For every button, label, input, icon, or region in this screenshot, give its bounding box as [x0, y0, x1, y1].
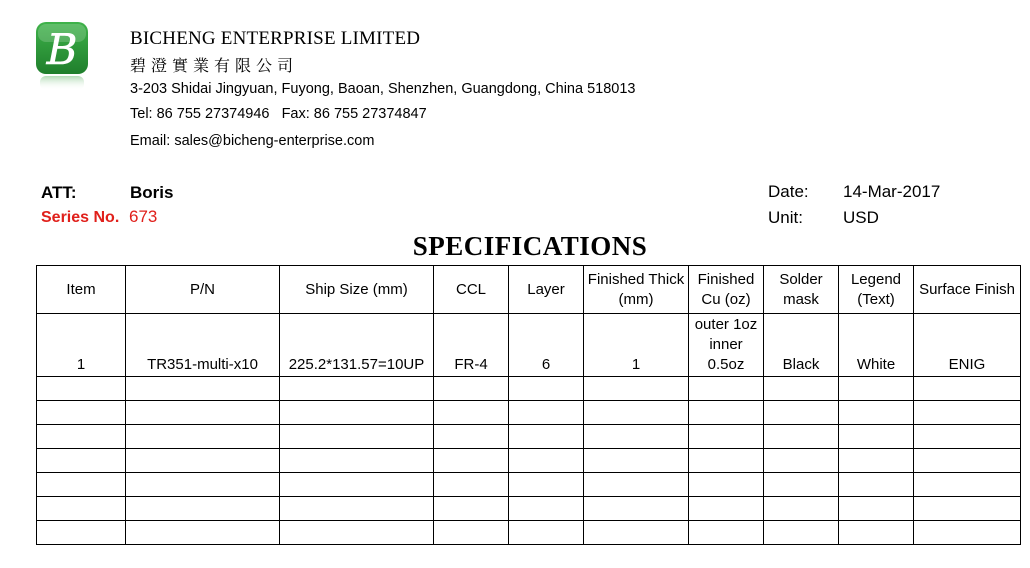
table-cell-empty [509, 401, 584, 425]
table-cell-empty [280, 449, 434, 473]
table-row [37, 314, 1021, 377]
table-cell-empty [280, 497, 434, 521]
company-name: BICHENG ENTERPRISE LIMITED [130, 28, 421, 49]
table-cell-empty [839, 377, 914, 401]
table-cell-empty [280, 425, 434, 449]
company-address: 3-203 Shidai Jingyuan, Fuyong, Baoan, Shenzhen, Guangdong, China 518013 [130, 81, 636, 97]
table-cell-empty [434, 521, 509, 545]
table-row-empty [37, 449, 1021, 473]
table-cell-empty [37, 521, 126, 545]
table-cell-empty [689, 377, 764, 401]
table-cell-empty [689, 425, 764, 449]
table-row-empty [37, 473, 1021, 497]
table-cell-empty [126, 401, 280, 425]
table-row-empty [37, 401, 1021, 425]
header-layer: Layer [509, 266, 584, 314]
att-value: Boris [130, 183, 174, 202]
table-cell-empty [689, 521, 764, 545]
table-cell-empty [839, 449, 914, 473]
table-cell-empty [434, 449, 509, 473]
cell-finished-thick: 1 [584, 314, 689, 377]
header-finished-cu: Finished Cu (oz) [689, 266, 764, 314]
date-value: 14-Mar-2017 [843, 182, 941, 201]
series-value: 673 [129, 207, 158, 226]
table-cell-empty [434, 401, 509, 425]
header-ccl: CCL [434, 266, 509, 314]
header-item: Item [37, 266, 126, 314]
unit-label: Unit: [768, 208, 803, 227]
table-cell-empty [689, 497, 764, 521]
specifications-table [36, 265, 1021, 545]
table-cell-empty [280, 473, 434, 497]
table-cell-empty [839, 401, 914, 425]
table-cell-empty [126, 425, 280, 449]
table-cell-empty [434, 497, 509, 521]
table-cell-empty [914, 473, 1021, 497]
table-cell-empty [914, 425, 1021, 449]
table-cell-empty [914, 449, 1021, 473]
table-cell-empty [914, 497, 1021, 521]
table-cell-empty [126, 521, 280, 545]
table-cell-empty [914, 521, 1021, 545]
table-cell-empty [914, 377, 1021, 401]
unit-value: USD [843, 208, 879, 227]
table-cell-empty [839, 521, 914, 545]
series-label: Series No. [41, 209, 120, 226]
table-row-empty [37, 497, 1021, 521]
table-cell-empty [584, 449, 689, 473]
cell-ship-size: 225.2*131.57=10UP [280, 314, 434, 377]
table-cell-empty [280, 521, 434, 545]
table-cell-empty [914, 401, 1021, 425]
header-finished-thick: Finished Thick (mm) [584, 266, 689, 314]
header-ship-size: Ship Size (mm) [280, 266, 434, 314]
table-cell-empty [37, 377, 126, 401]
table-cell-empty [764, 473, 839, 497]
table-cell-empty [839, 497, 914, 521]
cell-ccl: FR-4 [434, 314, 509, 377]
table-row-empty [37, 521, 1021, 545]
cell-surface-finish: ENIG [914, 314, 1021, 377]
table-cell-empty [584, 425, 689, 449]
att-label: ATT: [41, 183, 77, 202]
header-surface-finish: Surface Finish [914, 266, 1021, 314]
table-cell-empty [839, 425, 914, 449]
cell-item: 1 [37, 314, 126, 377]
cell-pn: TR351-multi-x10 [126, 314, 280, 377]
header-solder-mask: Solder mask [764, 266, 839, 314]
table-cell-empty [126, 377, 280, 401]
table-cell-empty [584, 521, 689, 545]
table-cell-empty [764, 425, 839, 449]
table-cell-empty [434, 473, 509, 497]
table-cell-empty [584, 497, 689, 521]
table-cell-empty [280, 377, 434, 401]
cell-layer: 6 [509, 314, 584, 377]
table-cell-empty [764, 377, 839, 401]
table-cell-empty [689, 401, 764, 425]
table-cell-empty [509, 497, 584, 521]
table-cell-empty [764, 521, 839, 545]
table-cell-empty [509, 473, 584, 497]
table-row-empty [37, 377, 1021, 401]
company-phone-fax: Tel: 86 755 27374946 Fax: 86 755 27374847 [130, 106, 427, 122]
table-cell-empty [37, 401, 126, 425]
company-logo-icon [34, 20, 90, 94]
table-cell-empty [37, 473, 126, 497]
cell-finished-cu: outer 1oz inner 0.5oz [689, 314, 764, 377]
table-cell-empty [37, 425, 126, 449]
header-legend: Legend (Text) [839, 266, 914, 314]
table-cell-empty [37, 497, 126, 521]
table-cell-empty [126, 497, 280, 521]
table-cell-empty [584, 401, 689, 425]
table-cell-empty [584, 377, 689, 401]
table-cell-empty [126, 449, 280, 473]
table-cell-empty [509, 449, 584, 473]
company-email: Email: sales@bicheng-enterprise.com [130, 133, 375, 149]
table-cell-empty [764, 401, 839, 425]
table-cell-empty [839, 473, 914, 497]
table-cell-empty [764, 449, 839, 473]
table-header-row [37, 266, 1021, 314]
table-cell-empty [37, 449, 126, 473]
table-cell-empty [689, 473, 764, 497]
document-title: SPECIFICATIONS [412, 231, 648, 261]
table-cell-empty [126, 473, 280, 497]
cell-solder-mask: Black [764, 314, 839, 377]
table-cell-empty [434, 425, 509, 449]
date-label: Date: [768, 182, 809, 201]
table-cell-empty [509, 425, 584, 449]
logo-letter: B [46, 25, 78, 74]
header-pn: P/N [126, 266, 280, 314]
table-cell-empty [584, 473, 689, 497]
table-cell-empty [764, 497, 839, 521]
table-cell-empty [434, 377, 509, 401]
table-row-empty [37, 425, 1021, 449]
table-cell-empty [509, 377, 584, 401]
company-name-chinese: 碧澄實業有限公司 [130, 56, 299, 75]
cell-legend: White [839, 314, 914, 377]
table-cell-empty [689, 449, 764, 473]
table-cell-empty [280, 401, 434, 425]
table-cell-empty [509, 521, 584, 545]
